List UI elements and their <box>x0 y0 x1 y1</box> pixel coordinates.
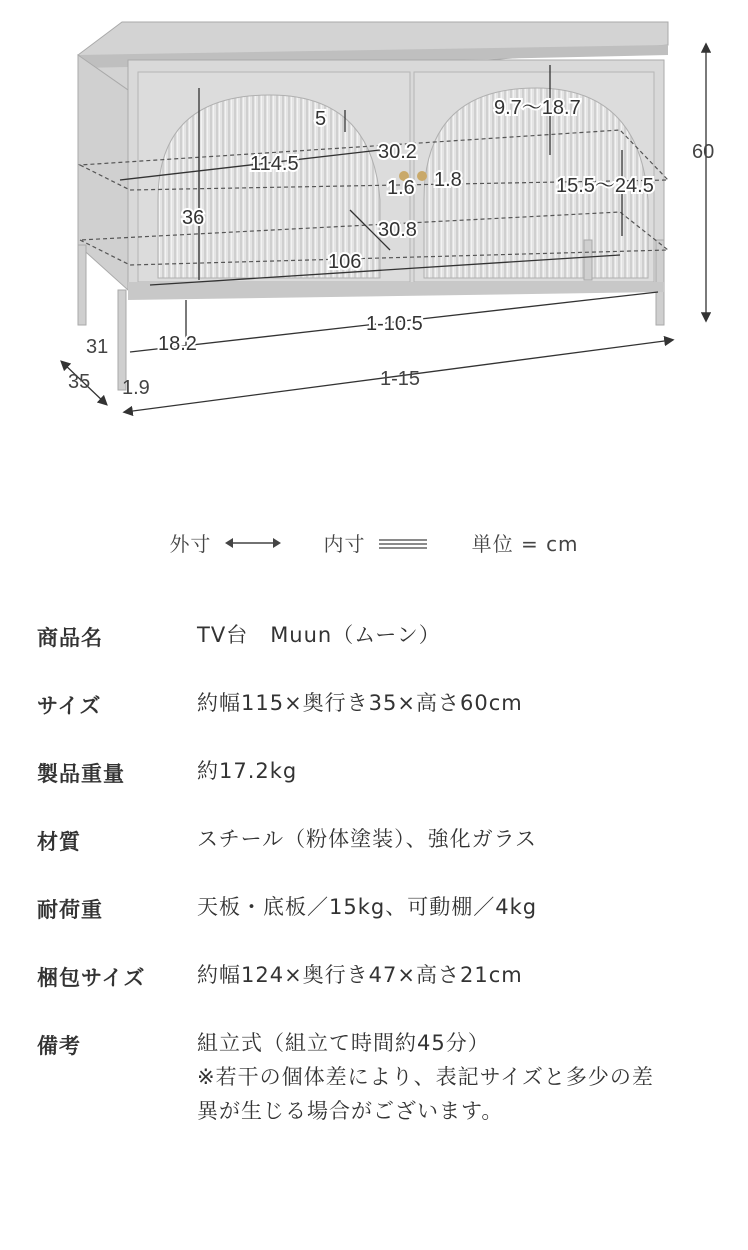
spec-value-line: 異が生じる場合がございます。 <box>197 1099 504 1123</box>
dim-width-bottom: 106 <box>328 251 362 273</box>
product-dimension-diagram <box>0 0 748 430</box>
dim-compartment-height: 36 <box>182 207 205 229</box>
dim-depth-inner: 31 <box>86 336 109 358</box>
spec-key: サイズ <box>37 694 102 718</box>
legend-outer-label: 外寸 <box>169 532 212 556</box>
dim-lower-range: 15.5～24.5 <box>556 175 654 197</box>
dim-leg-height: 18.2 <box>158 333 197 355</box>
legend-unit-label: 単位 = cm <box>471 532 579 556</box>
dim-shelf-thickness: 1.6 <box>387 177 415 199</box>
double-arrow-icon <box>225 531 281 555</box>
dim-handle-size: 1.8 <box>434 169 462 191</box>
dim-width-outer: 1-15 <box>380 368 421 390</box>
spec-value: 約幅115×奥行き35×高さ60cm <box>197 691 523 715</box>
double-line-icon <box>379 531 427 555</box>
spec-value: 約幅124×奥行き47×高さ21cm <box>197 963 523 987</box>
spec-key: 商品名 <box>37 626 103 650</box>
spec-key: 備考 <box>37 1034 81 1058</box>
spec-value-line: ※若干の個体差により、表記サイズと多少の差 <box>197 1065 654 1089</box>
spec-key: 材質 <box>37 830 81 854</box>
spec-value: 約17.2kg <box>197 759 298 783</box>
dim-height-total: 60 <box>692 141 715 163</box>
dim-depth-outer: 35 <box>68 371 91 393</box>
dim-upper-range: 9.7～18.7 <box>494 97 581 119</box>
door-handle-right-icon <box>417 171 427 181</box>
spec-value-line: 組立式（組立て時間約45分） <box>197 1031 490 1055</box>
dim-shelf-upper-width: 30.2 <box>378 141 417 163</box>
spec-value: TV台 Muun（ムーン） <box>197 623 441 647</box>
dim-top-gap: 5 <box>315 108 327 130</box>
dim-shelf-lower-width: 30.8 <box>378 219 417 241</box>
dim-width-shelf: 114.5 <box>250 153 299 175</box>
spec-key: 梱包サイズ <box>37 966 146 990</box>
spec-value: スチール（粉体塗装）、強化ガラス <box>197 827 538 851</box>
spec-key: 耐荷重 <box>37 898 103 922</box>
dim-width-inner-bottom: 1-10.5 <box>366 313 423 335</box>
legend-inner-label: 内寸 <box>323 532 366 556</box>
dimension-legend <box>0 528 748 557</box>
spec-value: 天板・底板／15kg、可動棚／4kg <box>197 895 538 919</box>
dim-bottom-thickness: 1.9 <box>122 377 150 399</box>
spec-key: 製品重量 <box>37 762 125 786</box>
